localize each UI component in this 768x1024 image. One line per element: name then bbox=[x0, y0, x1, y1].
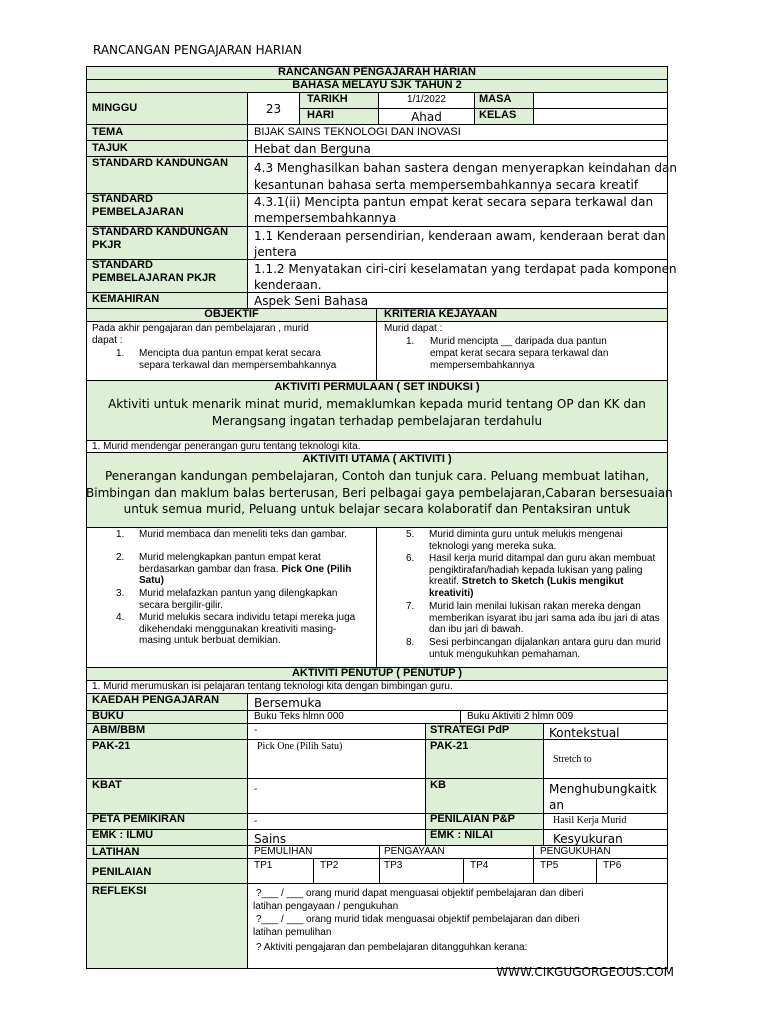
hari-value: Ahad bbox=[411, 110, 442, 124]
refleksi-line1b: latihan pengayaan / pengukuhan bbox=[253, 901, 399, 912]
penutup-label: AKTIVITI PENUTUP ( PENUTUP ) bbox=[291, 667, 463, 679]
buku-label: BUKU bbox=[92, 710, 124, 722]
latihan-pemulihan: PEMULIHAN bbox=[254, 846, 313, 857]
item-number: 6. bbox=[406, 553, 415, 564]
penilaian-pdp-label: PENILAIAN P&P bbox=[430, 813, 515, 825]
list-item bbox=[86, 529, 366, 552]
pak21-value: Pick One (Pilih Satu) bbox=[257, 741, 343, 752]
tp2: TP2 bbox=[320, 860, 339, 871]
objektif-intro-line1: Pada akhir pengajaran dan pembelajaran , murid bbox=[92, 323, 309, 334]
item-text: Murid diminta guru untuk melukis mengenai teknologi yang mereka suka. bbox=[429, 529, 623, 552]
sk-value-line1: 4.3 Menghasilkan bahan sastera dengan menyerapkan keindahan dan bbox=[254, 161, 677, 175]
abm-label: ABM/BBM bbox=[92, 724, 146, 736]
item-number: 7. bbox=[406, 601, 415, 612]
penutup-step: 1. Murid merumuskan isi pelajaran tentang teknologi kita dengan bimbingan guru. bbox=[92, 681, 453, 692]
sppkjr-value-line2: kenderaan. bbox=[254, 278, 322, 292]
kaedah-value: Bersemuka bbox=[254, 696, 322, 710]
sk-value-line2: kesantunan bahasa serta mempersembahkannya secara kreatif bbox=[254, 178, 639, 192]
refleksi-line3: ? Aktiviti pengajaran dan pembelajaran ditangguhkan kerana: bbox=[256, 942, 528, 953]
tema-label: TEMA bbox=[92, 126, 124, 138]
latihan-pengayaan: PENGAYAAN bbox=[384, 846, 445, 857]
tema-value: BIJAK SAINS TEKNOLOGI DAN INOVASI bbox=[254, 126, 461, 138]
sppkjr-value-line1: 1.1.2 Menyatakan ciri-ciri keselamatan yang terdapat pada komponen bbox=[254, 262, 677, 276]
list-item bbox=[86, 552, 366, 588]
strategi-value: Kontekstual bbox=[549, 726, 620, 740]
utama-label: AKTIVITI UTAMA ( AKTIVITI ) bbox=[302, 453, 452, 465]
sk-label: STANDARD KANDUNGAN bbox=[92, 157, 229, 169]
strategi-label: STRATEGI PdP bbox=[430, 724, 510, 736]
kb-value-line1: Menghubungkaitk bbox=[549, 782, 657, 796]
sp-label-line2: PEMBELAJARAN bbox=[92, 206, 184, 218]
sp-value-line2: mempersembahkannya bbox=[254, 211, 397, 225]
kriteria-item-line3: mempersembahkannya bbox=[430, 360, 535, 371]
objektif-item-number: 1. bbox=[116, 348, 125, 359]
list-item bbox=[376, 637, 662, 660]
footer-url: WWW.CIKGUGORGEOUS.COM bbox=[496, 965, 674, 979]
refleksi-line2b: latihan pemulihan bbox=[253, 927, 332, 938]
pak21-right-label: PAK-21 bbox=[430, 740, 469, 752]
emk-ilmu-value: Sains bbox=[254, 832, 287, 846]
emk-ilmu-label: EMK : ILMU bbox=[92, 829, 154, 841]
kb-value-line2: an bbox=[549, 798, 564, 812]
item-text: Murid membaca dan meneliti teks dan gambar. bbox=[139, 529, 347, 540]
refleksi-line2: ?___ / ___ orang murid tidak menguasai objektif pembelajaran dan diberi bbox=[256, 914, 580, 925]
kriteria-item-number: 1. bbox=[406, 336, 415, 347]
sppkjr-label-line1: STANDARD bbox=[92, 259, 153, 271]
page-heading: RANCANGAN PENGAJARAN HARIAN bbox=[93, 43, 302, 57]
latihan-label: LATIHAN bbox=[92, 846, 140, 858]
refleksi-label: REFLEKSI bbox=[92, 885, 147, 897]
kemahiran-value: Aspek Seni Bahasa bbox=[254, 294, 369, 308]
list-item bbox=[86, 588, 366, 612]
pak21-label: PAK-21 bbox=[92, 740, 131, 752]
item-number: 4. bbox=[116, 612, 125, 623]
permulaan-step: 1. Murid mendengar penerangan guru tentang teknologi kita. bbox=[92, 441, 361, 452]
latihan-pengukuhan: PENGUKUHAN bbox=[540, 846, 611, 857]
list-item bbox=[376, 529, 662, 553]
tp6: TP6 bbox=[603, 860, 622, 871]
list-item bbox=[86, 612, 366, 647]
sppkjr-label-line2: PEMBELAJARAN PKJR bbox=[92, 272, 217, 284]
buku-aktiviti: Buku Aktiviti 2 hlmn 009 bbox=[467, 711, 574, 722]
objektif-intro-line2: dapat : bbox=[92, 335, 123, 346]
refleksi-line1: ?___ / ___ orang murid dapat menguasai objektif pembelajaran dan diberi bbox=[256, 888, 584, 899]
kbat-label: KBAT bbox=[92, 779, 122, 791]
item-text: Hasil kerja murid ditampal dan guru akan membuat pengiktirafan/hadiah kepada lukisan yang paling kreatif. bbox=[429, 553, 656, 587]
tp5: TP5 bbox=[540, 860, 559, 871]
item-number: 3. bbox=[116, 588, 125, 599]
plan-title: RANCANGAN PENGAJARAH HARIAN bbox=[277, 66, 476, 78]
emk-nilai-label: EMK : NILAI bbox=[430, 829, 493, 841]
skpkjr-label-line2: PKJR bbox=[92, 239, 122, 251]
tp1: TP1 bbox=[254, 860, 273, 871]
kelas-label: KELAS bbox=[479, 109, 517, 121]
item-bold-text: Stretch to Sketch (Lukis mengikut kreativiti) bbox=[429, 576, 624, 599]
tarikh-label: TARIKH bbox=[307, 93, 348, 105]
pak21-right-value: Stretch to bbox=[553, 754, 592, 765]
item-text: Murid melafazkan pantun yang dilengkapkan secara bergilir-gilir. bbox=[139, 588, 338, 611]
peta-label: PETA PEMIKIRAN bbox=[92, 813, 185, 825]
utama-left-list bbox=[86, 529, 366, 647]
penilaian-pdp-value: Hasil Kerja Murid bbox=[553, 815, 627, 826]
item-number: 2. bbox=[116, 552, 125, 563]
kriteria-item-line2: empat kerat secara separa terkawal dan bbox=[430, 348, 609, 359]
permulaan-label: AKTIVITI PERMULAAN ( SET INDUKSI ) bbox=[274, 381, 480, 393]
penilaian-label: PENILAIAN bbox=[92, 866, 152, 878]
skpkjr-label-line1: STANDARD KANDUNGAN bbox=[92, 226, 229, 238]
item-bold-text: Pick One (Pilih Satu) bbox=[139, 563, 352, 586]
permulaan-desc-line2: Merangsang ingatan terhadap pembelajaran terdahulu bbox=[211, 414, 543, 428]
permulaan-desc-line1: Aktiviti untuk menarik minat murid, memaklumkan kepada murid tentang OP dan KK dan bbox=[108, 397, 646, 411]
objektif-item-line1: Mencipta dua pantun empat kerat secara bbox=[139, 348, 321, 359]
emk-nilai-value: Kesyukuran bbox=[553, 832, 623, 846]
minggu-value: 23 bbox=[265, 102, 282, 116]
kbat-value: - bbox=[254, 784, 258, 795]
plan-subtitle: BAHASA MELAYU SJK TAHUN 2 bbox=[292, 79, 462, 91]
tajuk-value: Hebat dan Berguna bbox=[254, 142, 371, 156]
kaedah-label: KAEDAH PENGAJARAN bbox=[92, 694, 220, 706]
objektif-label: OBJEKTIF bbox=[204, 308, 259, 320]
item-number: 1. bbox=[116, 529, 125, 540]
skpkjr-value-line1: 1.1 Kenderaan persendirian, kenderaan awam, kenderaan berat dan bbox=[254, 229, 666, 243]
masa-value bbox=[533, 92, 668, 109]
utama-right-list bbox=[376, 529, 662, 660]
sp-label-line1: STANDARD bbox=[92, 193, 153, 205]
kriteria-intro: Murid dapat : bbox=[384, 323, 443, 334]
utama-desc-line2: Bimbingan dan maklum balas berterusan, Beri pelbagai gaya pembelajaran,Cabaran bersesuaian bbox=[86, 486, 673, 500]
tp3: TP3 bbox=[384, 860, 403, 871]
list-item bbox=[376, 601, 662, 637]
tp4: TP4 bbox=[470, 860, 489, 871]
utama-desc-line1: Penerangan kandungan pembelajaran, Contoh dan tunjuk cara. Peluang membuat latihan, bbox=[104, 469, 650, 483]
item-text: Sesi perbincangan dijalankan antara guru dan murid untuk mengukuhkan pemahaman. bbox=[429, 637, 661, 660]
item-text: Murid melukis secara individu tetapi mereka juga dikehendaki menggunakan kreativiti masing-masing untuk berbuat demikian. bbox=[139, 612, 356, 646]
item-number: 8. bbox=[406, 637, 415, 648]
item-number: 5. bbox=[406, 529, 415, 540]
item-text: Murid melengkapkan pantun empat kerat berdasarkan gambar dan frasa. bbox=[139, 552, 321, 575]
skpkjr-value-line2: jentera bbox=[254, 245, 297, 259]
item-text: Murid lain menilai lukisan rakan mereka dengan memberikan isyarat ibu jari sama ada ibu jari di atas dan ibu jari di bawah. bbox=[429, 601, 660, 635]
buku-teks: Buku Teks hlmn 000 bbox=[254, 711, 344, 722]
kriteria-label: KRITERIA KEJAYAAN bbox=[384, 308, 498, 320]
peta-value: - bbox=[254, 816, 258, 827]
hari-label: HARI bbox=[307, 109, 334, 121]
kemahiran-label: KEMAHIRAN bbox=[92, 293, 160, 305]
utama-desc-line3: untuk semua murid, Peluang untuk belajar secara kolaboratif dan Pentaksiran untuk bbox=[123, 502, 631, 516]
tajuk-label: TAJUK bbox=[92, 142, 128, 154]
abm-value: - bbox=[254, 725, 258, 736]
kelas-value bbox=[533, 108, 668, 125]
kriteria-item-line1: Murid mencipta __ daripada dua pantun bbox=[430, 336, 607, 347]
sp-value-line1: 4.3.1(ii) Mencipta pantun empat kerat secara separa terkawal dan bbox=[254, 195, 654, 209]
masa-label: MASA bbox=[479, 93, 512, 105]
tarikh-value: 1/1/2022 bbox=[407, 94, 446, 105]
kb-label: KB bbox=[430, 779, 446, 791]
list-item bbox=[376, 553, 662, 601]
minggu-label: MINGGU bbox=[92, 102, 138, 114]
objektif-item-line2: separa terkawal dan mempersembahkannya bbox=[139, 360, 337, 371]
